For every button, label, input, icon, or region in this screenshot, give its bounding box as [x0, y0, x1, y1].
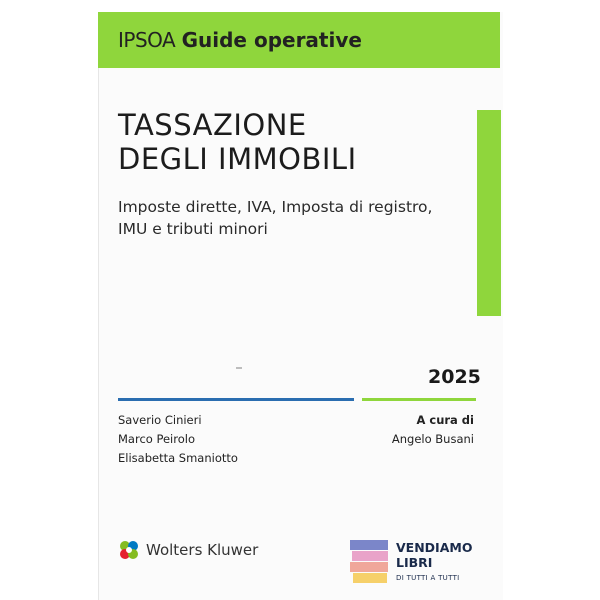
series-banner-text	[118, 28, 362, 52]
publisher-name: Wolters Kluwer	[146, 541, 259, 559]
author-list	[118, 411, 238, 468]
editor-name: Angelo Busani	[391, 432, 474, 446]
sticker-line-2: LIBRI	[396, 555, 433, 570]
seller-sticker	[396, 540, 472, 586]
author-name: Saverio Cinieri	[118, 413, 202, 427]
brand-name: IPSOA	[118, 28, 176, 52]
wolters-kluwer-logo-icon	[118, 539, 140, 561]
author-name: Elisabetta Smaniotto	[118, 451, 238, 465]
edition-year: 2025	[428, 366, 481, 388]
book-subtitle	[118, 196, 432, 240]
subtitle-line-1: Imposte dirette, IVA, Imposta di registro,	[118, 198, 433, 216]
editor-label: A cura di	[416, 413, 474, 427]
book-title	[118, 108, 357, 176]
book-cover	[98, 12, 503, 600]
green-side-bar	[477, 110, 501, 316]
sticker-tagline: DI TUTTI A TUTTI	[396, 574, 460, 582]
cover-speck	[236, 367, 242, 369]
author-name: Marco Peirolo	[118, 432, 195, 446]
title-line-2: DEGLI IMMOBILI	[118, 142, 357, 176]
sticker-line-1: VENDIAMO	[396, 540, 473, 555]
title-line-1: TASSAZIONE	[118, 108, 307, 142]
blue-rule	[118, 398, 354, 401]
sticker-stripes-icon	[350, 538, 392, 586]
green-rule	[362, 398, 476, 401]
series-name: Guide operative	[181, 28, 362, 52]
editor-block	[392, 411, 474, 449]
subtitle-line-2: IMU e tributi minori	[118, 220, 268, 238]
